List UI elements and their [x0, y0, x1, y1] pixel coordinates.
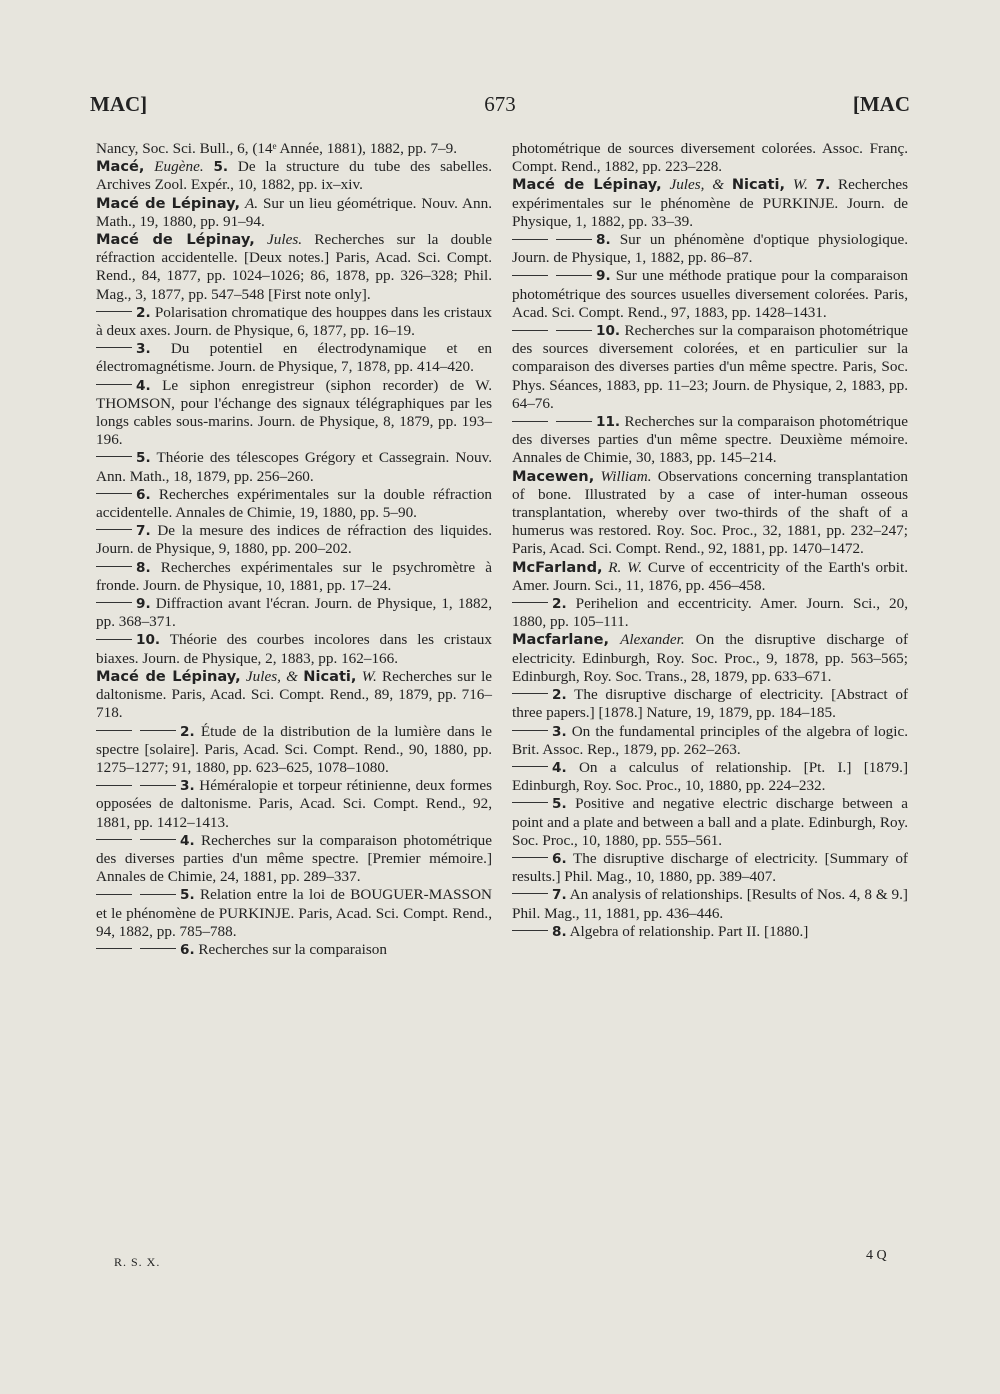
bibliography-entry — [96, 449, 492, 485]
entry-number: 4. — [136, 377, 151, 394]
author-given-name: R. W. — [608, 558, 643, 576]
bibliography-entry — [96, 631, 492, 667]
bibliography-entry — [96, 304, 492, 340]
bibliography-entry — [512, 723, 908, 759]
entry-text: Héméralopie et torpeur rétinienne, deux formes opposées de daltonisme. Paris, Acad. Sci. Compt. Rend., 92, 1881, pp. 1412–1413. — [96, 777, 492, 831]
entry-number: 10. — [136, 632, 161, 649]
entry-number: 3. — [180, 778, 195, 795]
author-name: Macé de Lépinay, — [512, 176, 662, 194]
entry-number: 2. — [136, 304, 151, 321]
coauthor-given-name: W. — [792, 176, 808, 194]
entry-text: On the fundamental principles of the algebra of logic. Brit. Assoc. Rep., 1879, pp. 262–263. — [512, 722, 909, 758]
bibliography-entry — [512, 923, 908, 941]
entry-number: 7. — [136, 523, 151, 540]
entry-number: 9. — [596, 268, 611, 285]
author-name: Macé de Lépinay, — [96, 194, 241, 212]
bibliography-entry — [96, 777, 492, 832]
entry-number: 10. — [596, 323, 621, 340]
bibliography-entry — [96, 832, 492, 887]
author-name: Macé, — [96, 158, 145, 176]
entry-number: 9. — [136, 596, 151, 613]
entry-number: 6. — [136, 486, 151, 503]
author-name: McFarland, — [512, 558, 603, 576]
bibliography-entry — [96, 195, 492, 231]
bibliography-entry — [512, 413, 908, 468]
ditto-rule — [96, 493, 132, 494]
bibliography-entry — [96, 522, 492, 558]
bibliography-entry — [96, 231, 492, 304]
bibliography-entry — [512, 795, 908, 850]
coauthor-name: Nicati, — [731, 176, 786, 194]
bibliography-entry — [96, 140, 492, 158]
ditto-rule — [512, 893, 548, 894]
ditto-rule — [96, 347, 132, 348]
bibliography-entry — [512, 176, 908, 231]
entry-text: Étude de la distribution de la lumière dans le spectre [solaire]. Paris, Acad. Sci. Compt. Rend., 90, 1880, pp. 1275–1277; 91, 1880, pp. 623–625, 1078–1080. — [96, 722, 492, 776]
entry-text: Recherches sur la double réfraction accidentelle. [Deux notes.] Paris, Acad. Sci. Compt. Rend., 84, 1877, pp. 1024–1026; 86, 1878, pp. 326–328; Phil. Mag., 3, 1877, pp. 547–548 [First note only]. — [96, 231, 492, 303]
entry-text: Sur un lieu géométrique. Nouv. Ann. Math., 19, 1880, pp. 91–94. — [96, 194, 492, 230]
entry-number: 8. — [552, 923, 567, 940]
footer-signature-mark: 4 Q — [866, 1248, 887, 1263]
bibliography-entry — [96, 723, 492, 778]
author-given-name: William. — [600, 467, 652, 485]
page-number: 673 — [484, 92, 516, 116]
entry-text: Perihelion and eccentricity. Amer. Journ. Sci., 20, 1880, pp. 105–111. — [512, 595, 908, 631]
ditto-rule — [96, 529, 132, 530]
entry-number: 4. — [180, 832, 195, 849]
entry-text: Nancy, Soc. Sci. Bull., 6, (14ᵉ Année, 1881), 1882, pp. 7–9. — [96, 140, 458, 157]
entry-text: Recherches expérimentales sur la double réfraction accidentelle. Annales de Chimie, 19, 1880, pp. 5–90. — [96, 485, 493, 522]
entry-text: Recherches expérimentales sur le psychromètre à fronde. Journ. de Physique, 10, 1881, pp. 17–24. — [96, 558, 492, 594]
author-given-name: A. — [244, 194, 259, 212]
bibliography-entry — [96, 377, 492, 450]
author-given-name: Jules, & — [245, 667, 298, 685]
ditto-rule — [96, 639, 132, 640]
entry-text: Recherches expérimentales sur le phénomène de PURKINJE. Journ. de Physique, 1, 1882, pp. 33–39. — [512, 176, 909, 230]
author-given-name: Eugène. — [154, 158, 204, 176]
entry-number: 8. — [136, 559, 151, 576]
entry-number: 5. — [213, 159, 229, 176]
running-header — [90, 92, 910, 122]
bibliography-entry — [512, 267, 908, 322]
author-name: Macé de Lépinay, — [96, 231, 255, 249]
entry-number: 5. — [180, 887, 195, 904]
author-name: Macewen, — [512, 467, 595, 485]
bibliography-entry — [96, 941, 492, 959]
entry-text: An analysis of relationships. [Results of Nos. 4, 8 & 9.] Phil. Mag., 11, 1881, pp. 436–446. — [512, 886, 908, 922]
author-name: Macé de Lépinay, — [96, 667, 241, 685]
ditto-rule — [96, 456, 132, 457]
entry-number: 2. — [552, 687, 567, 704]
bibliography-entry — [96, 668, 492, 723]
entry-text: Sur un phénomène d'optique physiologique. Journ. de Physique, 1, 1882, pp. 86–87. — [512, 231, 908, 267]
entry-number: 5. — [552, 796, 567, 813]
header-left: MAC] — [90, 92, 148, 116]
entry-number: 7. — [815, 177, 831, 194]
ditto-rule — [512, 693, 548, 694]
coauthor-given-name: W. — [361, 667, 377, 685]
author-given-name: Alexander. — [620, 631, 685, 649]
ditto-rule — [96, 602, 132, 603]
entry-number: 2. — [180, 723, 195, 740]
bibliography-entry — [512, 886, 908, 922]
entry-number: 8. — [596, 232, 611, 249]
entry-text: Polarisation chromatique des houppes dans les cristaux à deux axes. Journ. de Physique, 6, 1877, pp. 16–19. — [96, 303, 492, 340]
bibliography-entry — [96, 595, 492, 631]
bibliography-entry — [512, 759, 908, 795]
entry-text: De la mesure des indices de réfraction des liquides. Journ. de Physique, 9, 1880, pp. 200–202. — [96, 522, 493, 558]
entry-text: Relation entre la loi de BOUGUER-MASSON et le phénomène de PURKINJE. Paris, Acad. Sci. Compt. Rend., 94, 1882, pp. 785–788. — [96, 886, 493, 940]
entry-text: Théorie des courbes incolores dans les cristaux biaxes. Journ. de Physique, 2, 1883, pp. 162–166. — [96, 631, 492, 667]
bibliography-entry — [512, 686, 908, 722]
entry-text: Le siphon enregistreur (siphon recorder) de W. THOMSON, pour l'échange des signaux télégraphiques par les longs cables sous-marins. Journ. de Physique, 8, 1879, pp. 193–196. — [96, 376, 492, 449]
bibliography-entry — [512, 631, 908, 686]
entry-text: Observations concerning transplantation of bone. Illustrated by a case of inter-human osseous transplantation, whereby over two-thirds of the shaft of a humerus was restored. Roy. Soc. Proc., 32, 1881, pp. 232–247; Paris, Acad. Sci. Compt. Rend., 92, 1881, pp. 1470–1472. — [512, 467, 909, 558]
entry-text: Diffraction avant l'écran. Journ. de Physique, 1, 1882, pp. 368–371. — [96, 595, 492, 631]
entry-text: On the disruptive discharge of electricity. Edinburgh, Roy. Soc. Proc., 9, 1878, pp. 563–565; Edinburgh, Roy. Soc. Trans., 28, 1879, pp. 633–671. — [512, 631, 909, 685]
author-given-name: Jules. — [267, 231, 303, 249]
ditto-rule — [512, 802, 548, 803]
entry-number: 5. — [136, 450, 151, 467]
header-right: [MAC — [852, 92, 910, 116]
entry-text: On a calculus of relationship. [Pt. I.] [1879.] Edinburgh, Roy. Soc. Proc., 10, 1880, pp. 224–232. — [512, 758, 909, 795]
entry-number: 6. — [180, 941, 195, 958]
ditto-rule — [512, 930, 548, 931]
entry-text: Recherches sur le daltonisme. Paris, Acad. Sci. Compt. Rend., 89, 1879, pp. 716–718. — [96, 667, 493, 722]
ditto-rule — [512, 602, 548, 603]
ditto-rule — [96, 384, 132, 385]
bibliography-entry — [512, 850, 908, 886]
right-column — [512, 140, 908, 941]
ditto-rule — [512, 730, 548, 731]
entry-text: Théorie des télescopes Grégory et Cassegrain. Nouv. Ann. Math., 18, 1879, pp. 256–260. — [96, 449, 492, 485]
bibliography-entry — [512, 559, 908, 595]
ditto-rule — [512, 766, 548, 767]
entry-number: 6. — [552, 850, 567, 867]
author-name: Macfarlane, — [512, 631, 610, 649]
bibliography-entry — [96, 559, 492, 595]
entry-text: Recherches sur la comparaison photométrique des diverses parties d'un même spectre. Deuxième mémoire. Annales de Chimie, 30, 1883, pp. 145–214. — [512, 413, 909, 467]
footer-signature: R. S. X. — [114, 1255, 161, 1269]
entry-text: photométrique de sources diversement colorées. Assoc. Franç. Compt. Rend., 1882, pp. 223–228. — [512, 140, 908, 176]
bibliography-entry — [96, 486, 492, 522]
bibliography-entry — [96, 158, 492, 194]
entry-number: 11. — [596, 414, 621, 431]
bibliography-entry — [512, 468, 908, 559]
bibliography-entry — [96, 886, 492, 941]
entry-text: Curve of eccentricity of the Earth's orbit. Amer. Journ. Sci., 11, 1876, pp. 456–458. — [512, 558, 908, 594]
bibliography-entry — [512, 322, 908, 413]
entry-number: 3. — [136, 341, 151, 358]
bibliography-entry — [512, 231, 908, 267]
entry-number: 3. — [552, 723, 567, 740]
entry-text: Du potentiel en électrodynamique et en électromagnétisme. Journ. de Physique, 7, 1878, pp. 414–420. — [96, 340, 493, 376]
entry-text: Recherches sur la comparaison — [198, 940, 387, 958]
entry-text: The disruptive discharge of electricity. [Summary of results.] Phil. Mag., 10, 1880, pp. 389–407. — [512, 849, 908, 886]
entry-number: 2. — [552, 596, 567, 613]
entry-text: De la structure du tube des sabelles. Archives Zool. Expér., 10, 1882, pp. ix–xiv. — [96, 158, 492, 194]
bibliography-entry — [96, 340, 492, 376]
ditto-rule — [96, 311, 132, 312]
ditto-rule — [96, 566, 132, 567]
entry-text: Sur une méthode pratique pour la comparaison photométrique des sources usuelles diversement colorées. Paris, Acad. Sci. Compt. Rend., 97, 1883, pp. 1428–1431. — [512, 267, 909, 321]
entry-text: Recherches sur la comparaison photométrique des sources diversement colorées, et en particulier sur la comparaison des diverses parties d'un même spectre. Paris, Soc. Phys. Séances, 1883, pp. 11–23; Journ. de Physique, 2, 1883, pp. 64–76. — [512, 322, 909, 412]
entry-text: Recherches sur la comparaison photométrique des diverses parties d'un même spectre. [Premier mémoire.] Annales de Chimie, 24, 1881, pp. 289–337. — [96, 831, 493, 886]
left-column — [96, 140, 492, 959]
entry-number: 7. — [552, 887, 567, 904]
coauthor-name: Nicati, — [303, 667, 357, 685]
author-given-name: Jules, & — [669, 176, 725, 194]
entry-text: Algebra of relationship. Part II. [1880.] — [569, 922, 809, 940]
entry-text: Positive and negative electric discharge between a point and a plate and between a ball and a plate. Edinburgh, Roy. Soc. Proc., 10, 1880, pp. 555–561. — [512, 795, 908, 849]
bibliography-entry — [512, 140, 908, 176]
entry-text: The disruptive discharge of electricity. [Abstract of three papers.] [1878.] Nature, 19, 1879, pp. 184–185. — [512, 686, 908, 722]
bibliography-entry — [512, 595, 908, 631]
entry-number: 4. — [552, 759, 567, 776]
ditto-rule — [512, 857, 548, 858]
